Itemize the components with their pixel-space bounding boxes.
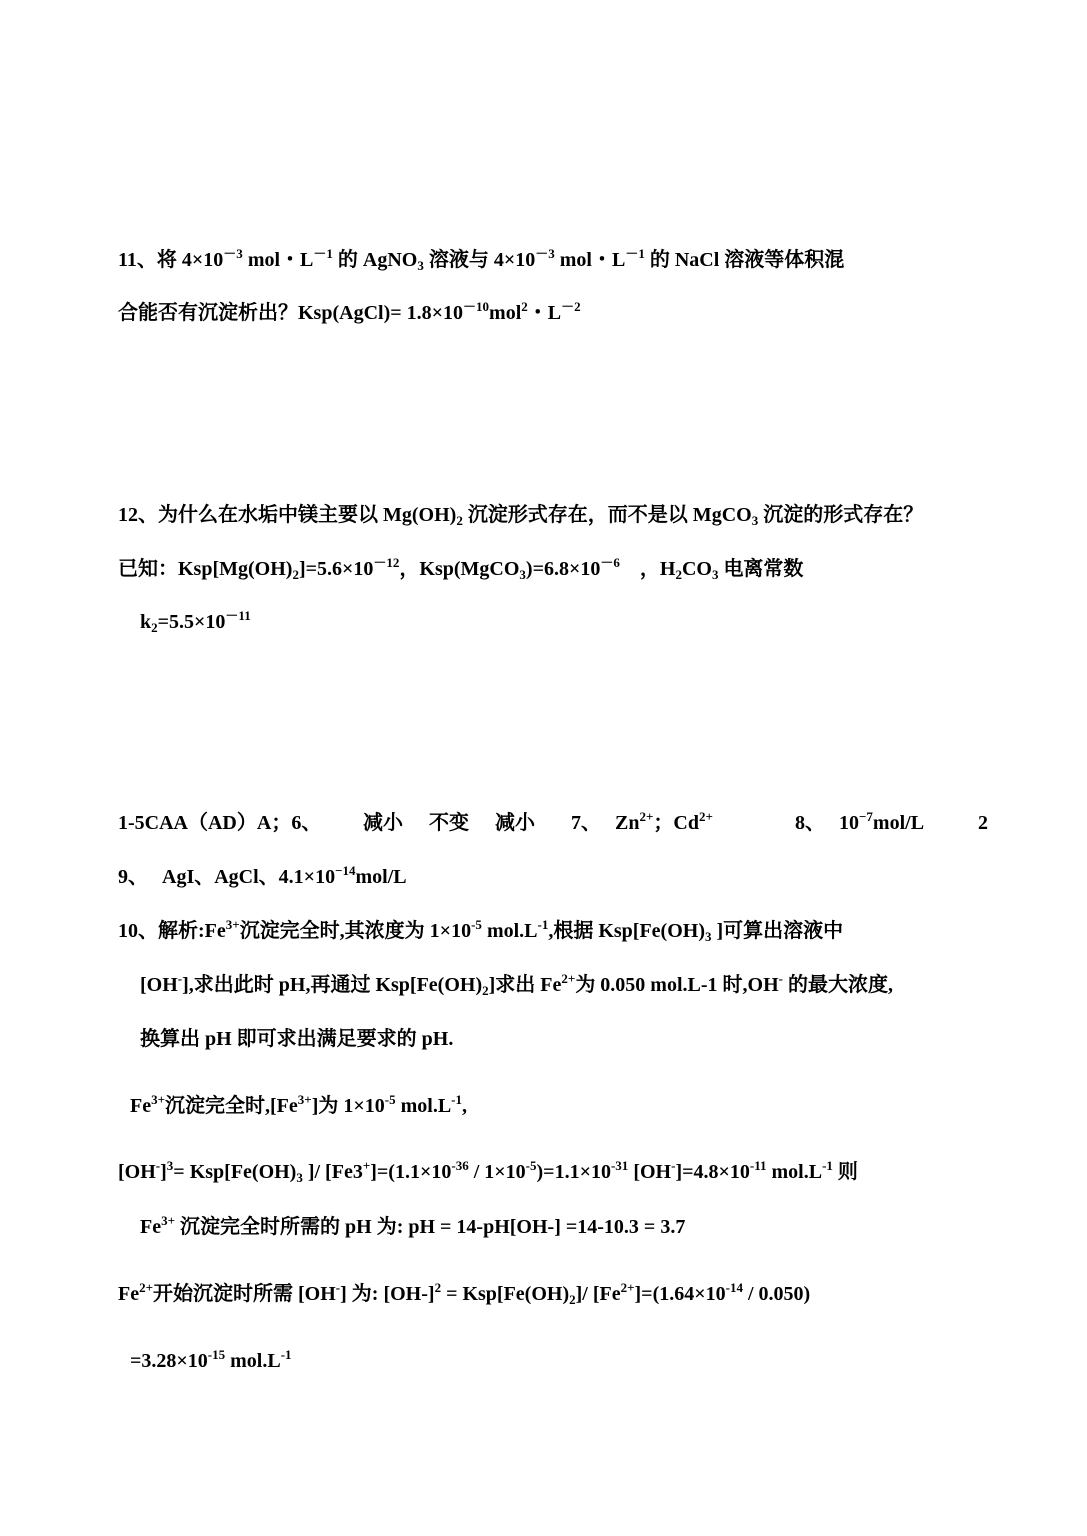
answers-line-3: 10、解析$:Fe^{3+}$沉淀完全时,其浓度为 $1\times 10^{-5}$ $mol.L^{-1}$,根据 $Ksp[Fe(OH)_3$ ]可算出溶液中 [118, 917, 844, 944]
answers-line-2: 9、 AgI、AgCl、$4.1\times 10^{-14}mol/L$ [118, 863, 407, 888]
question-11-line-1: 11、将 $4\times 10^{-3}$ mol・$L^{-1}$ 的 AgNO$_3$ 溶液与 $4\times 10^{-3}$ mol・$L^{-1}$ 的 NaCl 溶液等体积混 [118, 246, 845, 273]
answers-line-9: $Fe^{2+}$开始沉淀时所需 [OH-] 为: $[OH-]^2 = Ksp[Fe(OH)_2]/$ $[Fe^{2+}]=(1.64\times 10^{-14} / 0.050)$ [118, 1280, 811, 1307]
question-11-line-2: 合能否有沉淀析出？Ksp(AgCl)= $1.8\times 10^{-10}mol^2$・$L^{-2}$ [118, 299, 581, 324]
answers-line-8: $Fe^{3+}$ 沉淀完全时所需的 pH 为: pH = 14-pH[OH-] =14-10.3 = 3.7 [140, 1213, 686, 1238]
answers-line-4: [OH-],求出此时 pH,再通过 $Ksp[Fe(OH)_2]$求出 $Fe^{2+}$为 0.050 mol.L-1 时,OH- 的最大浓度, [140, 971, 893, 998]
answers-line-1: 1-5CAA（AD）A；6、 减小 不变 减小 7、 $Zn^{2+}$；$Cd^{2+}$ 8、 $10^{-7}mol/L$ 2 [118, 809, 988, 834]
answers-line-6: $Fe^{3+}$沉淀完全时$,[Fe^{3+}]$为 $1\times 10^{-5}$ $mol.L^{-1}$, [130, 1092, 468, 1117]
question-12-line-3: $k_2=5.5\times 10^{-11}$ [140, 608, 251, 635]
answers-line-7: $[OH^-]^3= Ksp[Fe(OH)_3$ ]/ $[Fe3^+]=(1.1\times 10^{-36} / 1\times 10^{-5})=1.1\times 10^{-31}$ $[OH^-]=4.8\times 10^{-11}$ $mol.L^{-1}$ 则 [118, 1158, 858, 1185]
answers-line-5: 换算出 pH 即可求出满足要求的 pH. [140, 1028, 454, 1050]
question-12-line-1: 12、为什么在水垢中镁主要以 $Mg(OH)_2$ 沉淀形式存在，而不是以 MgCO$_3$ 沉淀的形式存在？ [118, 504, 924, 528]
answers-line-10: $=3.28\times 10^{-15}$ $mol.L^{-1}$ [130, 1347, 292, 1372]
question-12-line-2: 已知：$Ksp[Mg(OH)_2]=5.6\times 10^{-12}$，$Ksp(MgCO_3)=6.8\times 10^{-6}$ ，$H_2CO_3$ 电离常数 [118, 555, 804, 582]
